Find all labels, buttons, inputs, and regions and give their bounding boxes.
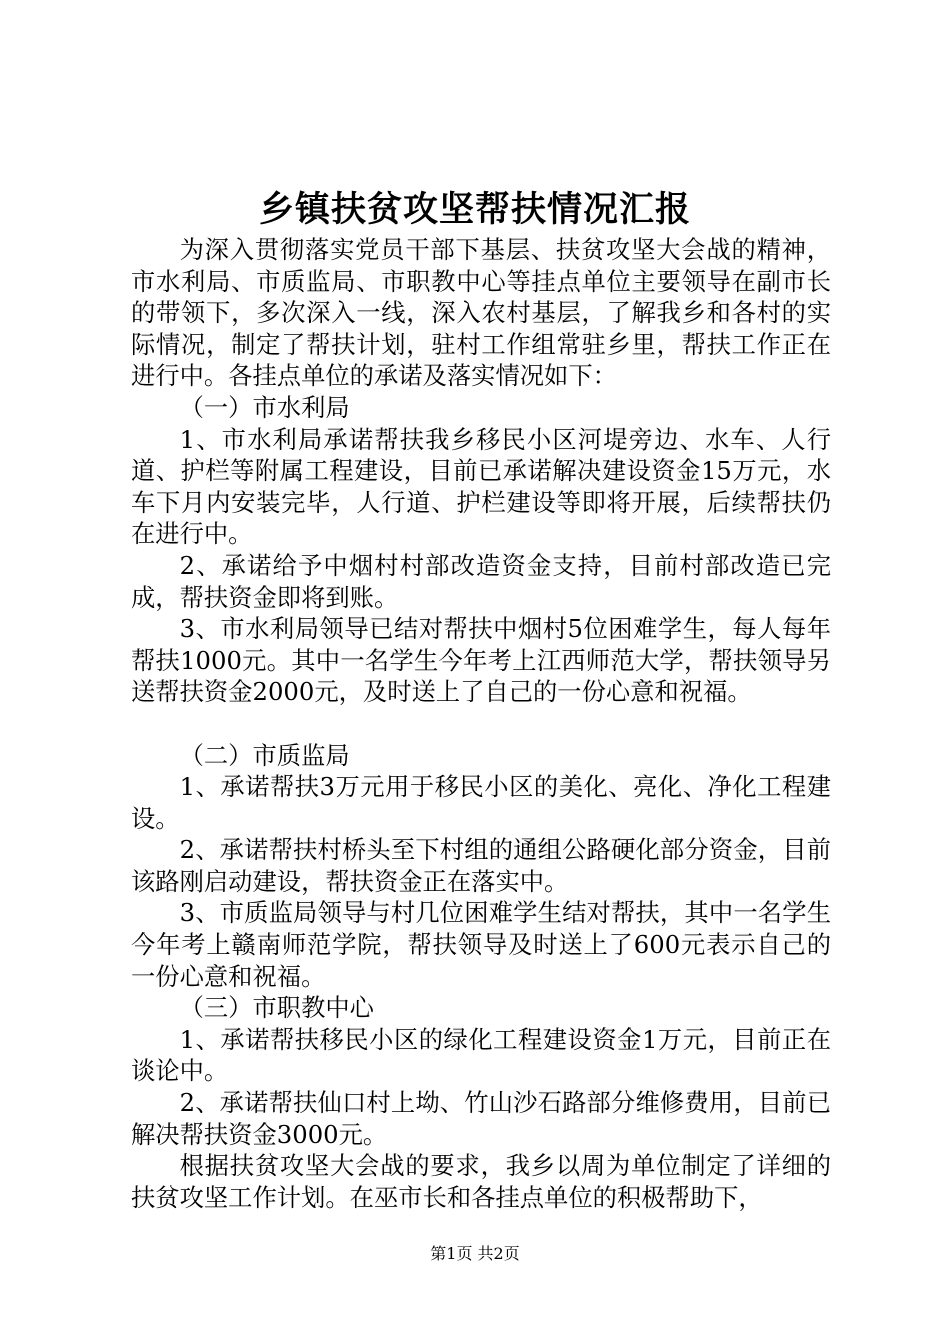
water-bureau-item-2: 2、承诺给予中烟村村部改造资金支持，目前村部改造已完成，帮扶资金即将到账。 [131,550,831,612]
closing-paragraph: 根据扶贫攻坚大会战的要求，我乡以周为单位制定了详细的扶贫攻坚工作计划。在巫市长和各挂点单位的积极帮助下， [131,1151,831,1212]
section-heading-quality-bureau: （二）市质监局 [179,740,350,770]
water-bureau-item-3: 3、市水利局领导已结对帮扶中烟村5位困难学生，每人每年帮扶1000元。其中一名学生今年考上江西师范大学，帮扶领导另送帮扶资金2000元，及时送上了自己的一份心意和祝福。 [131,614,831,707]
page-footer: 第1页 共2页 [430,1244,520,1263]
quality-bureau-item-3: 3、市质监局领导与村几位困难学生结对帮扶，其中一名学生今年考上赣南师范学院，帮扶领导及时送上了600元表示自己的一份心意和祝福。 [131,898,831,991]
vocational-center-item-1: 1、承诺帮扶移民小区的绿化工程建设资金1万元，目前正在谈论中。 [131,1024,831,1086]
document-title: 乡镇扶贫攻坚帮扶情况汇报 [258,189,691,230]
water-bureau-item-1: 1、市水利局承诺帮扶我乡移民小区河堤旁边、水车、人行道、护栏等附属工程建设，目前已承诺解决建设资金15万元，水车下月内安装完毕，人行道、护栏建设等即将开展，后续帮扶仍在进行中。 [131,424,831,549]
section-heading-water-bureau: （一）市水利局 [179,392,350,422]
quality-bureau-item-1: 1、承诺帮扶3万元用于移民小区的美化、亮化、净化工程建设。 [131,772,831,833]
document-body [131,234,831,1213]
vocational-center-item-2: 2、承诺帮扶仙口村上坳、竹山沙石路部分维修费用，目前已解决帮扶资金3000元。 [131,1088,831,1149]
section-heading-vocational-center: （三）市职教中心 [179,993,374,1023]
quality-bureau-item-2: 2、承诺帮扶村桥头至下村组的通组公路硬化部分资金，目前该路刚启动建设，帮扶资金正在落实中。 [131,835,831,896]
blank-line [131,708,831,740]
intro-paragraph: 为深入贯彻落实党员干部下基层、扶贫攻坚大会战的精神，市水利局、市质监局、市职教中心等挂点单位主要领导在副市长的带领下，多次深入一线，深入农村基层，了解我乡和各村的实际情况，制定了帮扶计划，驻村工作组常驻乡里，帮扶工作正在进行中。各挂点单位的承诺及落实情况如下： [131,235,831,391]
